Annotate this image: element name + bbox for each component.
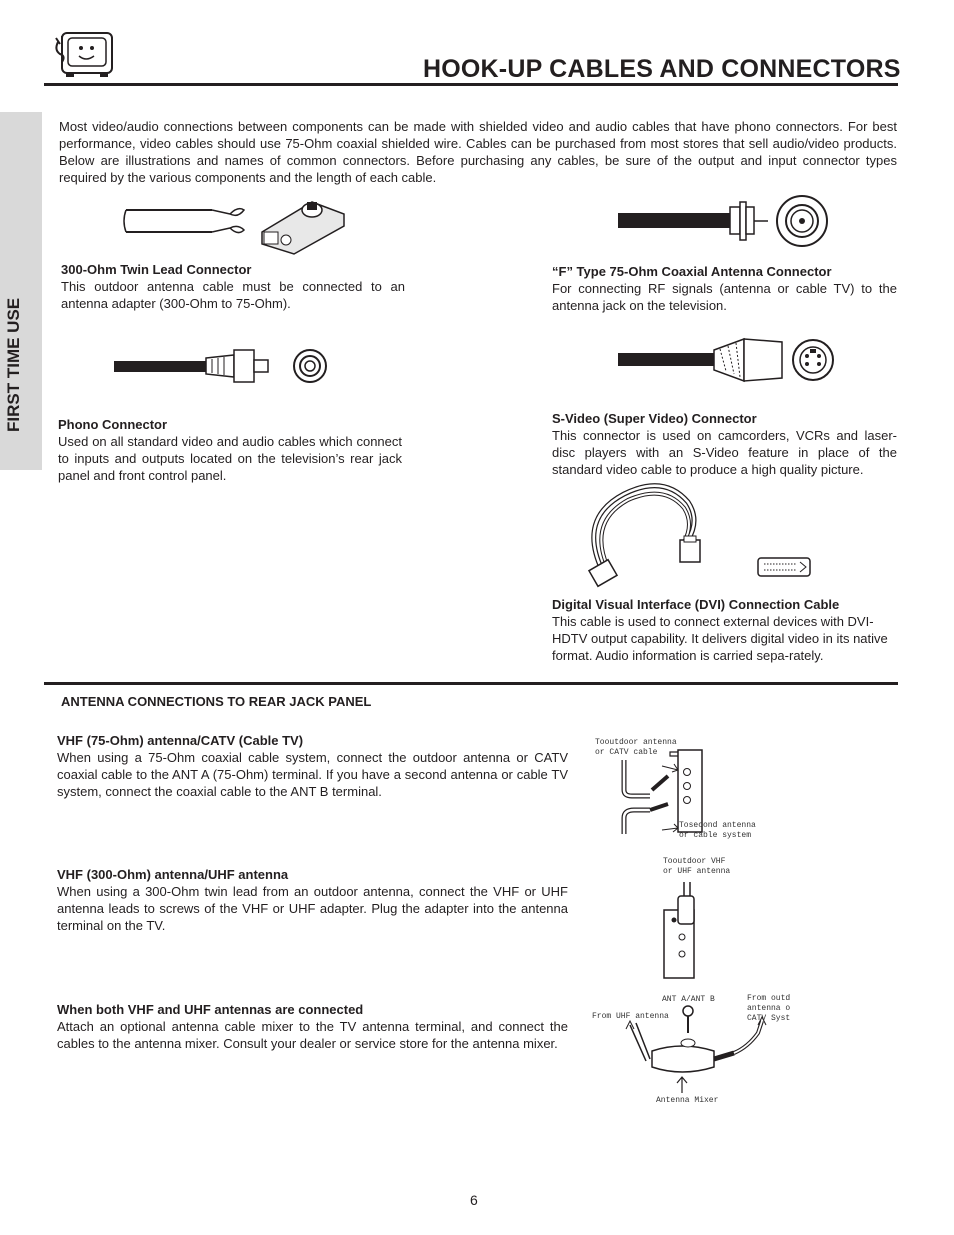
antenna-section-heading: ANTENNA CONNECTIONS TO REAR JACK PANEL xyxy=(61,694,372,709)
diagram3-from-uhf-label: From UHF antenna xyxy=(592,1012,669,1021)
phono-body: Used on all standard video and audio cables which connect to inputs and outputs located on the television’s rear jack panel and front control panel. xyxy=(58,434,402,483)
twin-lead-body: This outdoor antenna cable must be connected to an antenna adapter (300-Ohm to 75-Ohm). xyxy=(61,279,405,311)
vhf75-title: VHF (75-Ohm) antenna/CATV (Cable TV) xyxy=(57,733,304,748)
title-rule xyxy=(44,83,898,86)
both-antennas-title: When both VHF and UHF antennas are connected xyxy=(57,1002,364,1017)
diagram3-antenna-mixer xyxy=(622,1003,772,1093)
page-title: HOOK-UP CABLES AND CONNECTORS xyxy=(423,55,901,83)
vhf75-body: When using a 75-Ohm coaxial cable system, connect the outdoor antenna or CATV coaxial cable to the ANT A (75-Ohm) terminal. If you have a second antenna or cable TV system, connect the coaxial cable to the ANT B terminal. xyxy=(57,750,568,799)
f-type-body: For connecting RF signals (antenna or cable TV) to the antenna jack on the television. xyxy=(552,281,897,313)
intro-paragraph: Most video/audio connections between components can be made with shielded video and audio cables that have phono connectors. For best performance, video cables should use 75-Ohm coaxial shielded wire. Cables can be purchased from most stores that sell audio/video products. Below are illustrations and names of common connectors. Before purchasing any cables, be sure of the output and input connector types required by the various components and the length of each cable. xyxy=(59,119,897,185)
s-video-body: This connector is used on camcorders, VCRs and laser-disc players with an S-Video feature in place of the standard video cable to produce a high quality picture. xyxy=(552,428,897,477)
twin-lead-connector-illustration xyxy=(122,192,352,254)
phono-connector-illustration xyxy=(114,347,328,385)
f-type-connector-illustration xyxy=(618,194,828,248)
diagram3-ant-label: ANT A/ANT B xyxy=(662,995,715,1004)
vhf300-body: When using a 300-Ohm twin lead from an outdoor antenna, connect the VHF or UHF antenna leads to screws of the VHF or UHF adapter. Plug the adapter into the antenna terminal on the TV. xyxy=(57,884,568,933)
dvi-cable-illustration xyxy=(584,478,814,594)
diagram1-top-label: Tooutdoor antenna or CATV cable xyxy=(595,738,677,757)
s-video-title: S-Video (Super Video) Connector xyxy=(552,411,757,426)
dvi-title: Digital Visual Interface (DVI) Connection Cable xyxy=(552,597,840,612)
side-tab-label: FIRST TIME USE xyxy=(4,297,23,432)
both-antennas-body: Attach an optional antenna cable mixer to the TV antenna terminal, and connect the cables to the antenna mixer. Consult your dealer or service store for the antenna mixer. xyxy=(57,1019,568,1051)
phono-title: Phono Connector xyxy=(58,417,168,432)
diagram2-top-label: Tooutdoor VHF or UHF antenna xyxy=(663,857,731,876)
twin-lead-title: 300-Ohm Twin Lead Connector xyxy=(61,262,252,277)
side-tab xyxy=(0,112,42,470)
diagram2-adapter-to-jack-panel xyxy=(660,882,700,980)
diagram1-bottom-label: Tosecond antenna or cable system xyxy=(679,821,756,840)
diagram3-from-outdoor-label: From outd antenna o CATV Syst xyxy=(747,994,791,1023)
dvi-body: This cable is used to connect external devices with DVI-HDTV output capability. It delivers digital video in its native format. Audio information is carried sepa-rately. xyxy=(552,614,888,663)
section-rule xyxy=(44,682,898,685)
page-number: 6 xyxy=(470,1192,478,1208)
s-video-connector-illustration xyxy=(618,336,862,384)
f-type-title: “F” Type 75-Ohm Coaxial Antenna Connector xyxy=(552,264,832,279)
tv-mascot-icon xyxy=(52,30,118,78)
vhf300-title: VHF (300-Ohm) antenna/UHF antenna xyxy=(57,867,289,882)
diagram3-mixer-label: Antenna Mixer xyxy=(656,1096,719,1105)
